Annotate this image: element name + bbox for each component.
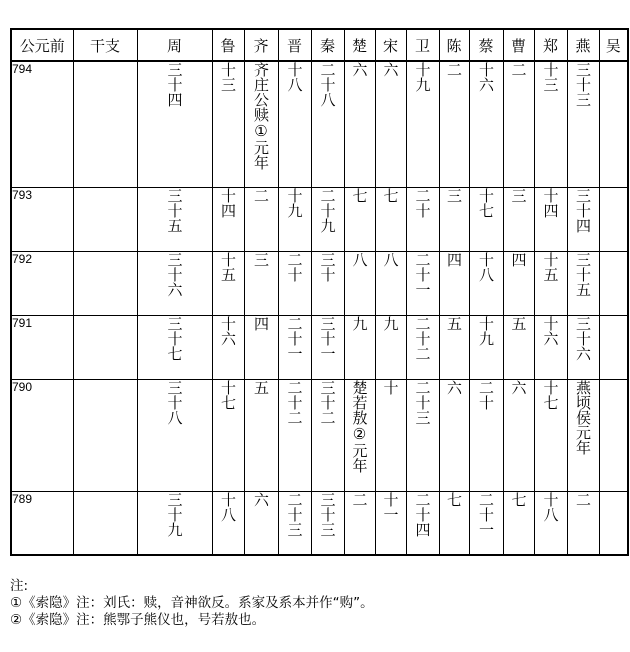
- cell-text: 三十四: [165, 62, 184, 107]
- cell-text: 二十二: [413, 315, 432, 361]
- cell-text: 五: [252, 379, 270, 395]
- table-cell: [311, 187, 344, 251]
- cell-text: 三十: [318, 251, 337, 282]
- cell-text: 五: [509, 315, 528, 331]
- cell-text: 七: [445, 491, 463, 507]
- column-header: 鲁: [212, 29, 244, 61]
- table-cell: [278, 315, 311, 379]
- table-cell: [311, 251, 344, 315]
- table-cell: [503, 187, 534, 251]
- table-cell: [599, 251, 628, 315]
- cell-text: 三: [445, 187, 463, 203]
- cell-text: 三十六: [574, 315, 592, 361]
- table-cell: [534, 187, 567, 251]
- column-header: 燕: [567, 29, 599, 61]
- table-cell: [73, 315, 137, 379]
- column-header: 周: [137, 29, 212, 61]
- column-header: 卫: [406, 29, 439, 61]
- cell-text: 十七: [219, 379, 237, 410]
- cell-text: 二十: [285, 251, 304, 282]
- cell-text: 六: [445, 379, 463, 395]
- table-row: [11, 379, 628, 491]
- cell-text: 十三: [541, 62, 560, 92]
- table-cell: [599, 187, 628, 251]
- cell-text: 四: [252, 315, 270, 331]
- table-cell: [212, 379, 244, 491]
- cell-text: 二十九: [318, 187, 337, 233]
- table-cell: [439, 251, 469, 315]
- cell-text: 十: [381, 379, 400, 395]
- year-cell: 789: [11, 491, 73, 555]
- table-cell: [375, 315, 406, 379]
- table-cell: [406, 491, 439, 555]
- cell-text: 二十: [413, 187, 432, 218]
- column-header: 晋: [278, 29, 311, 61]
- table-cell: [344, 187, 375, 251]
- cell-text: 十五: [219, 251, 237, 282]
- table-cell: [137, 379, 212, 491]
- table-row: [11, 491, 628, 555]
- table-cell: [567, 251, 599, 315]
- cell-text: 二十八: [318, 62, 337, 107]
- table-cell: [244, 187, 278, 251]
- table-cell: [534, 491, 567, 555]
- cell-text: 十八: [477, 251, 495, 282]
- table-cell: [503, 315, 534, 379]
- cell-text: 三十五: [165, 187, 184, 233]
- column-header: 吴: [599, 29, 628, 61]
- cell-text: 三十七: [165, 315, 184, 361]
- cell-text: 十四: [541, 187, 560, 218]
- table-cell: [212, 251, 244, 315]
- cell-text: 十九: [477, 315, 495, 346]
- table-cell: [137, 251, 212, 315]
- chronology-table: [10, 28, 629, 556]
- table-cell: [534, 315, 567, 379]
- cell-text: 七: [509, 491, 528, 507]
- cell-text: 十六: [477, 62, 495, 92]
- table-cell: [73, 379, 137, 491]
- table-cell: [344, 379, 375, 491]
- table-cell: [567, 315, 599, 379]
- year-cell: 792: [11, 251, 73, 315]
- table-cell: [469, 61, 503, 187]
- table-cell: [375, 61, 406, 187]
- table-cell: [244, 61, 278, 187]
- cell-text: 齐庄公赎①元年: [252, 62, 270, 170]
- table-cell: [567, 491, 599, 555]
- table-cell: [311, 379, 344, 491]
- table-row: [11, 251, 628, 315]
- table-cell: [73, 187, 137, 251]
- year-cell: 793: [11, 187, 73, 251]
- cell-text: 十八: [541, 491, 560, 522]
- table-cell: [212, 187, 244, 251]
- table-cell: [406, 379, 439, 491]
- year-cell: 794: [11, 61, 73, 187]
- cell-text: 十八: [219, 491, 237, 522]
- table-cell: [406, 251, 439, 315]
- table-cell: [375, 187, 406, 251]
- cell-text: 十三: [219, 62, 237, 92]
- column-header: 公元前: [11, 29, 73, 61]
- cell-text: 十五: [541, 251, 560, 282]
- table-cell: [406, 187, 439, 251]
- table-cell: [278, 61, 311, 187]
- cell-text: 三: [252, 251, 270, 267]
- table-cell: [311, 61, 344, 187]
- cell-text: 三十三: [318, 491, 337, 537]
- table-cell: [375, 251, 406, 315]
- header-row: [11, 29, 628, 61]
- column-header: 干支: [73, 29, 137, 61]
- cell-text: 三十五: [574, 251, 592, 297]
- table-cell: [439, 315, 469, 379]
- cell-text: 九: [350, 315, 369, 331]
- cell-text: 燕顷侯元年: [574, 379, 592, 455]
- cell-text: 三十二: [318, 379, 337, 425]
- cell-text: 三十四: [574, 187, 592, 233]
- cell-text: 六: [381, 62, 400, 77]
- table-cell: [534, 379, 567, 491]
- cell-text: 七: [381, 187, 400, 203]
- table-cell: [212, 315, 244, 379]
- year-cell: 790: [11, 379, 73, 491]
- cell-text: 楚若敖②元年: [350, 379, 369, 473]
- column-header: 蔡: [469, 29, 503, 61]
- cell-text: 三十三: [574, 62, 592, 107]
- cell-text: 二十三: [413, 379, 432, 425]
- cell-text: 二十: [477, 379, 495, 410]
- table-cell: [344, 61, 375, 187]
- footnotes: [10, 578, 374, 629]
- table-cell: [439, 187, 469, 251]
- table-cell: [439, 379, 469, 491]
- table-cell: [311, 491, 344, 555]
- table-cell: [344, 251, 375, 315]
- footnote-2: ②《索隐》注：熊鄂子熊仪也，号若敖也。: [10, 612, 266, 628]
- cell-text: 三十八: [165, 379, 184, 425]
- table-cell: [503, 251, 534, 315]
- cell-text: 八: [350, 251, 369, 267]
- cell-text: 十六: [219, 315, 237, 346]
- cell-text: 六: [509, 379, 528, 395]
- table-cell: [244, 379, 278, 491]
- table-cell: [73, 61, 137, 187]
- table-cell: [73, 251, 137, 315]
- column-header: 秦: [311, 29, 344, 61]
- table-cell: [534, 61, 567, 187]
- table-cell: [344, 315, 375, 379]
- year-cell: 791: [11, 315, 73, 379]
- table-cell: [406, 315, 439, 379]
- notes-title: 注:: [10, 578, 29, 594]
- cell-text: 八: [381, 251, 400, 267]
- table-cell: [503, 379, 534, 491]
- footnote-1: ①《索隐》注：刘氏：赎，音神欲反。系家及系本并作“购”。: [10, 595, 374, 611]
- table-cell: [278, 251, 311, 315]
- table-cell: [137, 187, 212, 251]
- cell-text: 三十六: [165, 251, 184, 297]
- column-header: 齐: [244, 29, 278, 61]
- table-cell: [278, 379, 311, 491]
- table-cell: [469, 491, 503, 555]
- table-cell: [567, 187, 599, 251]
- cell-text: 二: [350, 491, 369, 507]
- table-cell: [469, 379, 503, 491]
- table-cell: [469, 187, 503, 251]
- cell-text: 十一: [381, 491, 400, 522]
- table-cell: [278, 491, 311, 555]
- column-header: 曹: [503, 29, 534, 61]
- table-row: [11, 315, 628, 379]
- cell-text: 十四: [219, 187, 237, 218]
- table-row: [11, 187, 628, 251]
- cell-text: 二十一: [477, 491, 495, 537]
- cell-text: 二十一: [285, 315, 304, 361]
- cell-text: 十七: [541, 379, 560, 410]
- cell-text: 二十一: [413, 251, 432, 297]
- table-cell: [439, 491, 469, 555]
- cell-text: 十九: [413, 62, 432, 92]
- cell-text: 十六: [541, 315, 560, 346]
- table-cell: [469, 315, 503, 379]
- table-cell: [567, 61, 599, 187]
- table-cell: [137, 61, 212, 187]
- table-cell: [534, 251, 567, 315]
- table-cell: [137, 491, 212, 555]
- table-cell: [212, 491, 244, 555]
- cell-text: 三十一: [318, 315, 337, 361]
- cell-text: 五: [445, 315, 463, 331]
- table-cell: [599, 379, 628, 491]
- table-cell: [375, 491, 406, 555]
- cell-text: 四: [509, 251, 528, 267]
- table-cell: [406, 61, 439, 187]
- cell-text: 十七: [477, 187, 495, 218]
- table-cell: [137, 315, 212, 379]
- table-cell: [73, 491, 137, 555]
- table-cell: [439, 61, 469, 187]
- column-header: 楚: [344, 29, 375, 61]
- table-cell: [503, 491, 534, 555]
- cell-text: 二十二: [285, 379, 304, 425]
- table-cell: [599, 491, 628, 555]
- table-cell: [212, 61, 244, 187]
- cell-text: 九: [381, 315, 400, 331]
- table-cell: [599, 315, 628, 379]
- cell-text: 三: [509, 187, 528, 203]
- cell-text: 二: [445, 62, 463, 77]
- column-header: 郑: [534, 29, 567, 61]
- cell-text: 二: [574, 491, 592, 507]
- cell-text: 七: [350, 187, 369, 203]
- cell-text: 十九: [285, 187, 304, 218]
- table-cell: [567, 379, 599, 491]
- cell-text: 六: [252, 491, 270, 507]
- table-cell: [311, 315, 344, 379]
- table-row: [11, 61, 628, 187]
- cell-text: 二十四: [413, 491, 432, 537]
- table-cell: [244, 315, 278, 379]
- table-cell: [278, 187, 311, 251]
- table-cell: [599, 61, 628, 187]
- table-cell: [344, 491, 375, 555]
- cell-text: 三十九: [165, 491, 184, 537]
- table-cell: [244, 491, 278, 555]
- table-cell: [244, 251, 278, 315]
- table-cell: [375, 379, 406, 491]
- table-cell: [503, 61, 534, 187]
- table-cell: [469, 251, 503, 315]
- cell-text: 二: [252, 187, 270, 203]
- cell-text: 二十三: [285, 491, 304, 537]
- column-header: 陈: [439, 29, 469, 61]
- cell-text: 四: [445, 251, 463, 267]
- cell-text: 六: [350, 62, 369, 77]
- cell-text: 二: [509, 62, 528, 77]
- cell-text: 十八: [285, 62, 304, 92]
- column-header: 宋: [375, 29, 406, 61]
